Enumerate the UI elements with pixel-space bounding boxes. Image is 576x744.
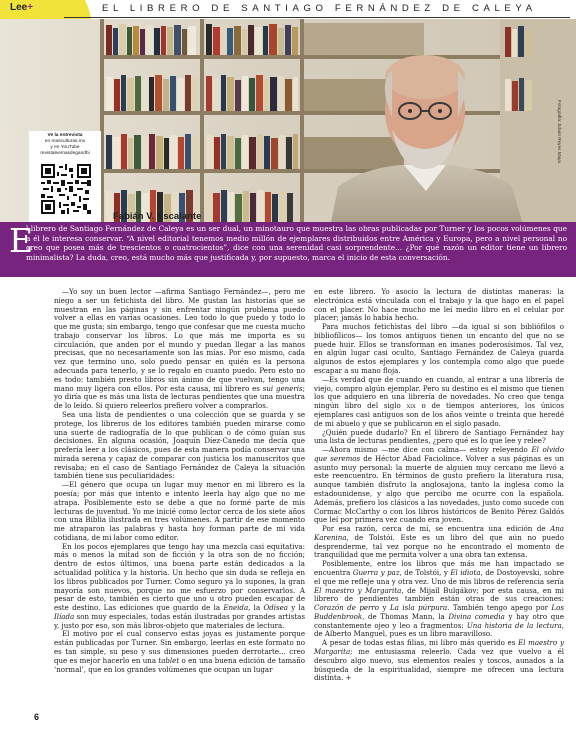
italic-run: Eneida: [223, 603, 249, 613]
text-run: , de Mijaíl Bulgákov; por esta causa, en mi librero de pendientes también están otras de sus creaciones:: [314, 585, 564, 604]
section-title: EL LIBRERO DE SANTIAGO FERNÁNDEZ DE CALEYA: [102, 3, 537, 14]
text-run: , de Dostoyevski, sobre el que me refleje una y otra vez. Uno de mis libros de referencia sería: [314, 568, 565, 586]
text-run: o en una buena edición de tamaño ‘normal’, que en los grandes volúmenes que ocupan un lugar: [54, 655, 305, 674]
brand-text: Lee: [10, 2, 28, 13]
text-run: . También tengo apego por: [447, 603, 552, 613]
italic-run: Guerra y paz: [352, 568, 400, 577]
text-run: , la: [248, 603, 264, 613]
italic-run: tablet: [158, 655, 180, 665]
text-run: y hay otro que constantemente ojeo y leo a fragmentos:: [314, 611, 564, 630]
text-run: Posiblemente, entre los libros que más me han impactado se encuentra: [314, 559, 564, 577]
paragraph: [54, 288, 305, 411]
italic-run: sui generis: [262, 383, 303, 393]
body-column-left: [54, 288, 305, 674]
author-byline: Fabián V. Escalante: [113, 211, 202, 222]
drop-cap: E: [9, 221, 34, 260]
text-run: o de tiempos anteriores, los únicos ejemplares casi antiguos son de los años veinte o treinta que heredé de mi abuelo y que se publicaron en el siglo pasado.: [314, 401, 564, 428]
paragraph: [314, 525, 564, 560]
text-run: , de Alberto Manguel, pues es un libro maravilloso.: [314, 620, 564, 639]
italic-run: Los Buddenbrook: [314, 603, 564, 621]
body-column-right: [314, 288, 564, 683]
italic-run: Divina comedia: [448, 611, 505, 621]
text-run: ; me entusiasma releerlo. Cada vez que vuelvo a él descubro algo nuevo, sus elementos reales y toscos, aunados a la búsqueda de la espiritualidad, siempre me ofrecen una lectura distinta. +: [314, 647, 564, 683]
header-divider: [64, 17, 570, 18]
paragraph: en este librero. Yo asocio la lectura de distintas maneras: la electrónica está vinculada con el trabajo y la que hago en el papel con el placer. No hace mucho me leí medio libro en el celular por placer; jamás lo había hecho.: [314, 287, 564, 323]
intro-paragraph: l librero de Santiago Fernández de Caleya es un ser dual, un minotauro que muestra las obras publicadas por Turner y los pocos volúmenes que a él le interesa conservar. “A nivel editorial tenemos medio millón de ejemplares distribuidos entre América y Europa, pero a nivel personal no creo que posea más de trescientos o cuatrocientos”, dice con una serenidad casi sorprendente... ¿Por qué razón un editor tiene un librero minimalista? La duda, creo, está mucho más que justificada y, por supuesto, marca el inicio de esta conversación.: [26, 224, 567, 262]
italic-run: Corazón de perro: [314, 603, 380, 613]
paragraph: [314, 446, 564, 525]
paragraph: [54, 543, 305, 631]
italic-run: El olvido que seremos: [314, 445, 564, 463]
qr-callout: [29, 131, 101, 222]
paragraph: Sea una lista de pendientes o una colección que se guarda y se protege, los libreros de los editores también pueden mirarse como una suerte de radiografía de lo que publican o de cómo guían sus decisiones. En alguna ocasión, Joaquín Díez-Canedo me decía que prefería leer a los clásicos, pues de esta manera podía conservar una mirada serena y capaz de comparar con justicia los manuscritos que revisaba; en el caso de Santiago Fernández de Caleya la situación también tiene sus peculiaridades:: [54, 409, 305, 481]
text-run: Por esa razón, cerca de mí, se encuentra una edición de: [322, 524, 551, 534]
text-run: En los pocos ejemplares que tengo hay una mezcla casi equitativa: más o menos la mitad son de ficción y la otra son de no ficción; dentro de estos últimos, una buena parte están dedicados a la actualidad política y la historia. Un hecho que sin duda se refleja en los libros publicados por Turner. Como seguro ya lo supones, la gran mayoría son nuevos, porque no me esfuerzo por conservarlos. A pesar de esto, también es cierto que uno u otro pueden escapar de este destino. Las ediciones que guardo de la: [54, 541, 305, 613]
text-run: El motivo por el cual conservo estas joyas es justamente porque están publicadas por Turner. Sin embargo, leerlas en este formato no es tan simple, su peso y sus dimensiones pueden derrotarte... creo que es mejor hacerlo en una: [54, 629, 305, 665]
text-run: son muy especiales, todas están ilustradas por grandes artistas y, justo por eso, son más libros-objeto que materiales de lectura.: [54, 611, 305, 630]
qr-line-2: en masculturas.mx: [44, 139, 86, 144]
text-run: —Es verdad que de cuando en cuando, al entrar a una librería de viejo, compro algún ejemplar. Pero su destino es el mismo que tienen los que adquiero en una librería de novedades. No creo que tenga ningún libro del siglo: [314, 374, 564, 411]
italic-run: El maestro y Margarita: [314, 585, 402, 595]
text-run: A pesar de todas estas filias, mi libro más querido es: [322, 638, 519, 648]
paragraph: [314, 560, 564, 639]
italic-run: Odisea: [263, 603, 288, 613]
brand-logo: [10, 2, 33, 13]
qr-line-4: revistaleemasdegandhi: [40, 151, 90, 156]
italic-run: La isla púrpura: [389, 603, 448, 613]
italic-run: Ana Karenina: [314, 524, 564, 542]
italic-run: Ilíada: [54, 611, 75, 621]
paragraph: Para muchos fetichistas del libro —da igual si son bibliófilos o bibliofílicos— los tomos antiguos tienen un encanto del que no se puede huir. Ellos se transforman en imanes poderosísimos. Tal vez, en algún lugar casi oculto, Santiago Fernández de Caleya guarda algunos de estos ejemplares y los contempla como algo que puede escapar a su mano floja.: [314, 322, 564, 376]
text-run: de Héctor Abad Faciolince. Volver a sus páginas es un asunto muy personal: la muerte de alguien muy cercano me llevó a este reencuentro. En términos de gusto prefiero la literatura rusa, aunque también disfruto la anglosajona, tanto la inglesa como la estadounidense, y algo que percibo me ocurre con la española. Además, prefiero los clásicos a las novedades, justo como sucede con Cormac McCarthy o con los libros históricos de Benito Pérez Galdós que leí por primera vez cuando era joven.: [314, 453, 565, 525]
italic-run: El maestro y Margarita: [314, 638, 564, 657]
page-number: 6: [34, 712, 40, 722]
paragraph: [314, 639, 564, 683]
text-run: —Ahora mismo —me dice con calma— estoy releyendo: [322, 445, 532, 455]
paragraph: ¿Quién puede dudarlo? En el librero de Santiago Fernández hay una lista de lecturas pendientes, ¿pero qué es lo que lee y relee?: [314, 427, 564, 446]
qr-code-icon[interactable]: [41, 164, 91, 214]
photo-credit: Fotografía: Edwin Reyes Maya: [557, 100, 562, 163]
text-run: —Yo soy un buen lector —afirma Santiago Fernández—, pero me niego a ser un fetichista del libro. Me gustan las historias que se muestran en las páginas y sin enfrentar ningún problema puedo volver a ellas en varias ocasiones. Leo todo lo que puedo y todo lo que me gusta; sin embargo, tengo que confesar que me cuesta mucho trabajo conservar los libros. Lo que más me importa es su circulación, que anden por el mundo y puedan llegar a las manos precisas, que no necesariamente son las mías. Por eso mismo, cada vez que termino uno, solo puedo pensar en quién es la persona adecuada para tenerlo, y se lo regalo en cuanto puedo. Pero esto no es todo: también presto libros sin ánimo de que vuelvan, tengo una mano muy ligera con ellos. Por esta causa, mi librero es: [54, 287, 305, 393]
qr-line-1: Ve la entrevista: [47, 133, 83, 138]
paragraph: [314, 376, 564, 429]
qr-line-3: y en YouTube: [50, 145, 80, 150]
text-run: ; yo diría que es más una lista de lecturas pendientes que una muestra de lo leído. Si quiero releerlos prefiero volver a comprarlos.: [54, 383, 306, 411]
text-run: , de Thomas Mann, la: [362, 611, 449, 621]
text-run: y: [379, 603, 390, 613]
italic-run: Una historia de la lectura: [466, 620, 562, 630]
brand-plus: +: [27, 2, 34, 13]
text-run: , de Tolstói. Este es un libro del que aún no puedo desprenderme, tal vez porque no he encontrado el momento de tranquilidad que me permita volver a una obra tan extensa.: [314, 532, 564, 560]
text-run: , de Tolstói, y: [399, 568, 451, 577]
paragraph: —El género que ocupa un lugar muy menor en mi librero es la poesía; por más que intento e intento leerla hay algo que no me atrapa. Posiblemente esto se debe a que no formé parte de mis lecturas de juventud. Yo me inicié como lector cerca de los siete años con una Biblia ilustrada en tres volúmenes. A partir de ese momento me atraparon las palabras y hasta hoy forman parte de mi vida cotidiana, de mi labor como editor.: [54, 480, 305, 542]
text-run: y la: [287, 603, 305, 613]
text-run: xix: [406, 401, 416, 411]
paragraph: [54, 630, 305, 674]
italic-run: El idiota: [450, 568, 481, 577]
